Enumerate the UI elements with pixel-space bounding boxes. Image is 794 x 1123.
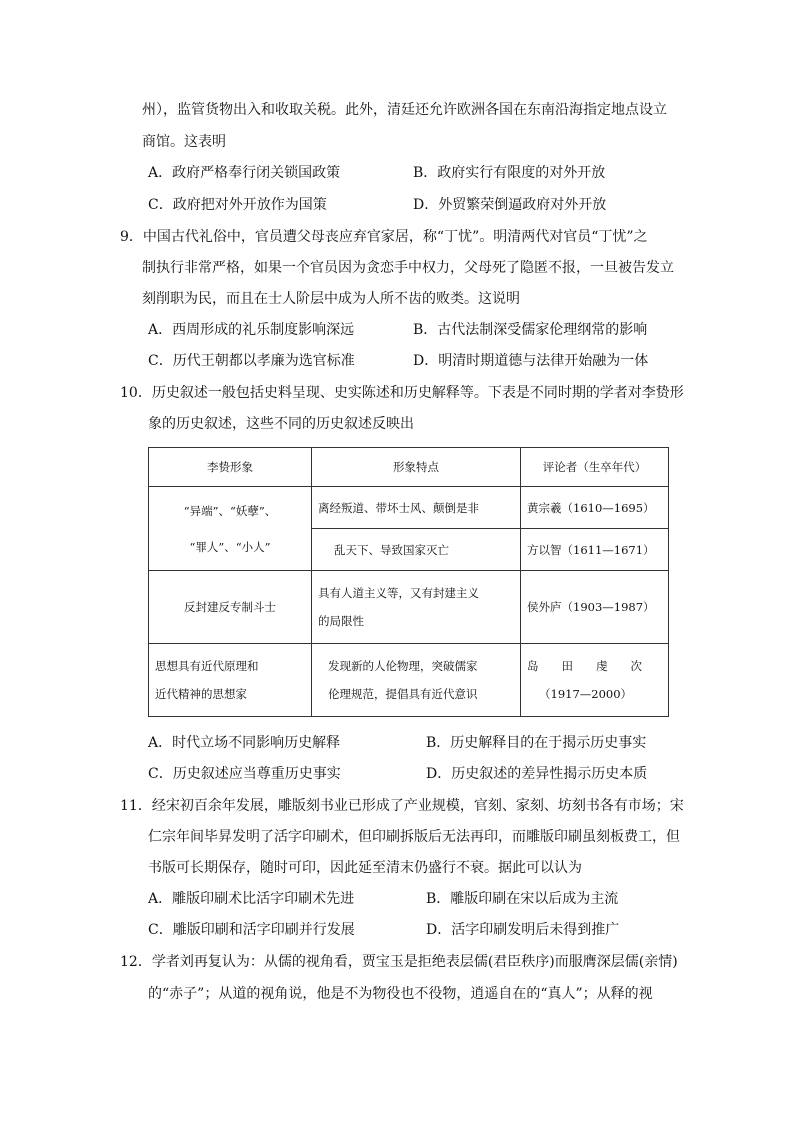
q10-option-c: C．历史叙述应当尊重历史事实 <box>148 766 341 782</box>
q10-line-2: 象的历史叙述，这些不同的历史叙述反映出 <box>148 416 414 432</box>
q9-line-2: 制执行非常严格，如果一个官员因为贪恋手中权力，父母死了隐匿不报，一旦被告发立 <box>142 260 674 276</box>
table-cell-trait-r1b: 乱天下、导致国家灭亡 <box>312 529 521 571</box>
table-cell-text: 具有人道主义等，又有封建主义 <box>318 586 479 600</box>
table-cell-text: “异端”、“妖孽”、 <box>183 503 277 518</box>
table-cell-image-r2: 反封建反专制斗士 <box>149 571 312 644</box>
table-cell-text: 思想具有近代原理和 <box>155 659 259 673</box>
table-cell-text: 伦理规范，提倡具有近代意识 <box>328 687 478 701</box>
q11-option-d: D．活字印刷发明后未得到推广 <box>426 922 620 938</box>
q11-line-2: 仁宗年间毕昇发明了活字印刷术，但印刷拆版后无法再印，而雕版印刷虽刻板费工，但 <box>148 829 680 845</box>
q9-line-3: 刻削职为民，而且在士人阶层中成为人所不齿的败类。这说明 <box>142 291 520 307</box>
table-cell-text: 发现新的人伦物理，突破儒家 <box>328 659 478 673</box>
table-cell-trait-r1a: 离经叛道、带坏士风、颠倒是非 <box>312 487 521 529</box>
q11-line-3: 书版可长期保存，随时可印，因此延至清末仍盛行不衰。据此可以认为 <box>148 860 582 876</box>
q11-option-a: A．雕版印刷术比活字印刷术先进 <box>148 891 355 907</box>
q10-option-a: A．时代立场不同影响历史解释 <box>148 735 341 751</box>
q12-line-1: 12．学者刘再复认为：从儒的视角看，贾宝玉是拒绝表层儒(君臣秩序)而服膺深层儒(亲情) <box>120 954 678 970</box>
q8-option-d: D．外贸繁荣倒逼政府对外开放 <box>413 197 607 213</box>
table-cell-critic-r2: 侯外庐（1903—1987） <box>521 571 669 644</box>
q8-option-a: A．政府严格奉行闭关锁国政策 <box>148 165 341 181</box>
table-cell-text: 的局限性 <box>318 614 364 628</box>
table-header-image: 李贽形象 <box>149 448 312 487</box>
q11-option-b: B．雕版印刷在宋以后成为主流 <box>426 891 619 907</box>
q9-line-1: 9．中国古代礼俗中，官员遭父母丧应弃官家居，称“丁忧”。明清两代对官员“丁忧”之 <box>120 229 648 245</box>
q12-line-2: 的“赤子”；从道的视角说，他是不为物役也不役物，逍遥自在的“真人”；从释的视 <box>148 986 653 1002</box>
table-cell-trait-r3 <box>312 644 521 717</box>
table-cell-image-r3 <box>149 644 312 717</box>
table-header-trait: 形象特点 <box>312 448 521 487</box>
table-cell-critic-r1b: 方以智（1611—1671） <box>521 529 669 571</box>
q11-option-c: C．雕版印刷和活字印刷并行发展 <box>148 922 355 938</box>
q8-line-1: 州），监管货物出入和收取关税。此外，清廷还允许欧洲各国在东南沿海指定地点设立 <box>142 102 667 118</box>
q10-line-1: 10．历史叙述一般包括史料呈现、史实陈述和历史解释等。下表是不同时期的学者对李贽形 <box>120 385 684 401</box>
q10-option-d: D．历史叙述的差异性揭示历史本质 <box>426 766 648 782</box>
table-header-critic: 评论者（生卒年代） <box>521 448 669 487</box>
q10-option-b: B．历史解释目的在于揭示历史事实 <box>426 735 647 751</box>
history-table <box>148 447 669 717</box>
table-cell-trait-r2 <box>312 571 521 644</box>
q9-option-d: D．明清时期道德与法律开始融为一体 <box>413 353 649 369</box>
table-cell-text: “罪人”、“小人” <box>189 539 271 554</box>
q9-option-b: B．古代法制深受儒家伦理纲常的影响 <box>413 322 648 338</box>
table-cell-text: （1917—2000） <box>539 687 633 701</box>
table-cell-critic-r3 <box>521 644 669 717</box>
q8-line-2: 商馆。这表明 <box>142 134 226 150</box>
q8-option-c: C．政府把对外开放作为国策 <box>148 197 327 213</box>
q8-option-b: B．政府实行有限度的对外开放 <box>413 165 606 181</box>
q11-line-1: 11．经宋初百余年发展，雕版刻书业已形成了产业规模，官刻、家刻、坊刻书各有市场；宋 <box>120 798 684 814</box>
q9-option-a: A．西周形成的礼乐制度影响深远 <box>148 322 355 338</box>
table-cell-image-r1 <box>149 487 312 571</box>
q9-option-c: C．历代王朝都以孝廉为选官标准 <box>148 353 355 369</box>
table-cell-critic-r1a: 黄宗羲（1610—1695） <box>521 487 669 529</box>
table-cell-text: 岛 田 虔 次 <box>527 659 642 673</box>
table-cell-text: 近代精神的思想家 <box>155 687 247 701</box>
